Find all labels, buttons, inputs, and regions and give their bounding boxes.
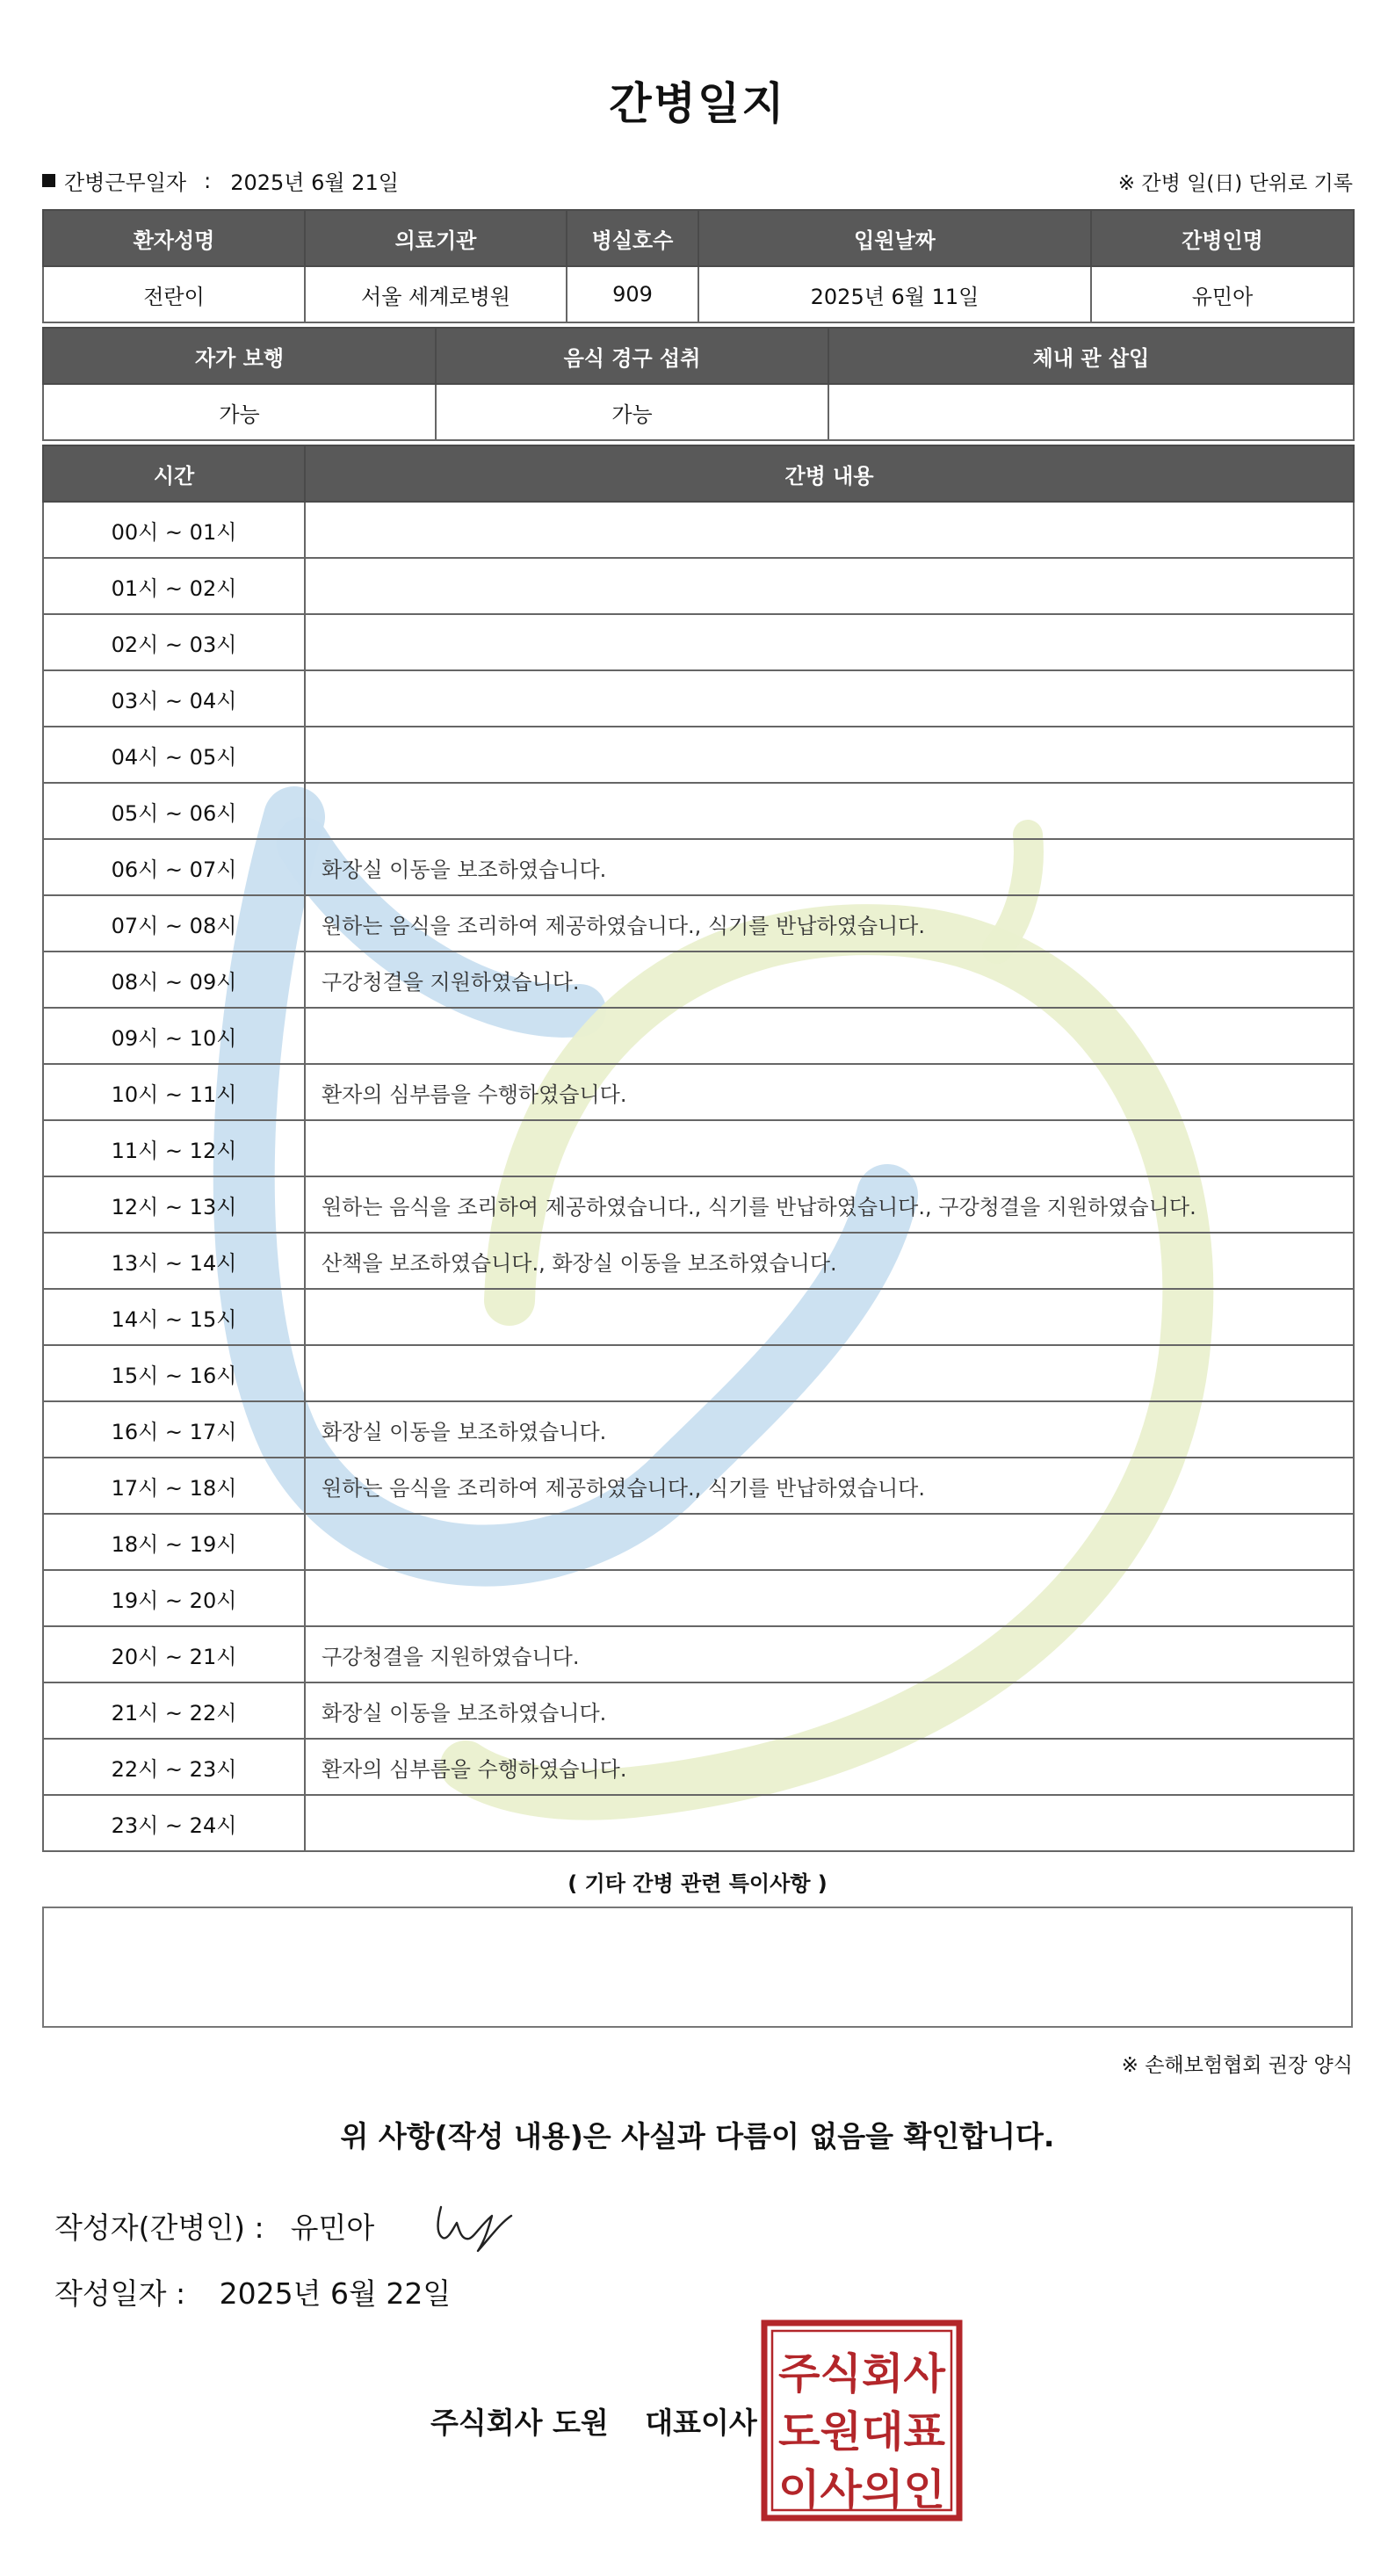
header-caregiver-name: 간병인명	[1091, 210, 1354, 266]
author-label: 작성자(간병인) :	[54, 2211, 264, 2245]
care-log-content	[305, 783, 1354, 839]
care-log-time: 23시 ~ 24시	[43, 1795, 305, 1851]
header-medical-institution: 의료기관	[305, 210, 567, 266]
value-tube-insertion	[828, 384, 1354, 440]
care-log-row	[43, 1570, 1354, 1626]
care-log-time: 16시 ~ 17시	[43, 1401, 305, 1458]
value-room-number: 909	[567, 266, 698, 322]
header-room-number: 병실호수	[567, 210, 698, 266]
care-log-content: 환자의 심부름을 수행하였습니다.	[305, 1739, 1354, 1795]
care-log-time: 09시 ~ 10시	[43, 1008, 305, 1064]
care-log-row	[43, 1514, 1354, 1570]
care-log-time: 02시 ~ 03시	[43, 614, 305, 670]
care-log-row	[43, 1176, 1354, 1233]
care-log-content: 구강청결을 지원하였습니다.	[305, 1626, 1354, 1682]
care-log-row	[43, 1401, 1354, 1458]
care-log-content	[305, 727, 1354, 783]
care-log-time: 15시 ~ 16시	[43, 1345, 305, 1401]
care-log-content	[305, 670, 1354, 727]
care-log-content: 화장실 이동을 보조하였습니다.	[305, 1401, 1354, 1458]
recommend-form-note: ※ 손해보험협회 권장 양식	[1121, 2054, 1353, 2077]
care-log-time: 13시 ~ 14시	[43, 1233, 305, 1289]
care-log-content: 원하는 음식을 조리하여 제공하였습니다., 식기를 반납하였습니다.	[305, 1458, 1354, 1514]
care-log-content	[305, 1795, 1354, 1851]
care-log-time: 00시 ~ 01시	[43, 502, 305, 558]
care-log-content	[305, 614, 1354, 670]
seal-text-row: 주식회사	[778, 2349, 946, 2399]
company-seal-stamp	[761, 2319, 963, 2522]
care-log-content: 원하는 음식을 조리하여 제공하였습니다., 식기를 반납하였습니다.	[305, 895, 1354, 952]
care-log-time: 17시 ~ 18시	[43, 1458, 305, 1514]
care-log-row	[43, 502, 1354, 558]
header-care-content: 간병 내용	[305, 445, 1354, 502]
status-value-row	[43, 384, 1354, 440]
value-caregiver-name: 유민아	[1091, 266, 1354, 322]
author-name: 유민아	[290, 2211, 375, 2245]
care-log-row	[43, 1682, 1354, 1739]
care-log-content: 산책을 보조하였습니다., 화장실 이동을 보조하였습니다.	[305, 1233, 1354, 1289]
care-log-content	[305, 1514, 1354, 1570]
care-log-content: 화장실 이동을 보조하였습니다.	[305, 1682, 1354, 1739]
care-log-row	[43, 614, 1354, 670]
care-log-table	[42, 445, 1355, 1852]
work-date-separator: :	[204, 168, 212, 193]
care-log-row	[43, 727, 1354, 783]
company-line	[430, 2400, 757, 2442]
care-log-time: 03시 ~ 04시	[43, 670, 305, 727]
care-log-row	[43, 1345, 1354, 1401]
value-walking: 가능	[43, 384, 436, 440]
header-walking: 자가 보행	[43, 328, 436, 384]
representative-title: 대표이사	[645, 2406, 757, 2440]
care-log-row	[43, 1739, 1354, 1795]
care-log-time: 12시 ~ 13시	[43, 1176, 305, 1233]
care-log-row	[43, 839, 1354, 895]
patient-status-table	[42, 327, 1355, 441]
care-log-header-row	[43, 445, 1354, 502]
header-patient-name: 환자성명	[43, 210, 305, 266]
care-log-row	[43, 1064, 1354, 1120]
status-header-row	[43, 328, 1354, 384]
document-title: 간병일지	[609, 78, 786, 129]
confirmation-statement: 위 사항(작성 내용)은 사실과 다름이 없음을 확인합니다.	[340, 2119, 1055, 2153]
care-log-time: 07시 ~ 08시	[43, 895, 305, 952]
seal-text-row: 이사의인	[778, 2465, 945, 2514]
care-log-row	[43, 1795, 1354, 1851]
care-log-content: 환자의 심부름을 수행하였습니다.	[305, 1064, 1354, 1120]
written-date-label: 작성일자 :	[54, 2276, 186, 2311]
care-log-row	[43, 1233, 1354, 1289]
header-time: 시간	[43, 445, 305, 502]
written-date-line	[54, 2271, 451, 2312]
care-log-content	[305, 1289, 1354, 1345]
care-log-time: 20시 ~ 21시	[43, 1626, 305, 1682]
care-log-time: 08시 ~ 09시	[43, 952, 305, 1008]
care-log-row	[43, 1120, 1354, 1176]
value-medical-institution: 서울 세계로병원	[305, 266, 567, 322]
care-log-row	[43, 1289, 1354, 1345]
care-log-time: 05시 ~ 06시	[43, 783, 305, 839]
square-bullet-icon	[42, 174, 55, 187]
care-log-time: 10시 ~ 11시	[43, 1064, 305, 1120]
daily-record-note: ※ 간병 일(日) 단위로 기록	[1117, 172, 1353, 195]
header-oral-intake: 음식 경구 섭취	[436, 328, 828, 384]
care-log-content: 원하는 음식을 조리하여 제공하였습니다., 식기를 반납하였습니다., 구강청결을 지원하였습니다.	[305, 1176, 1354, 1233]
patient-info-table	[42, 209, 1355, 323]
patient-info-header-row	[43, 210, 1354, 266]
written-date-value: 2025년 6월 22일	[219, 2276, 452, 2311]
care-log-row	[43, 670, 1354, 727]
care-log-time: 14시 ~ 15시	[43, 1289, 305, 1345]
care-log-row	[43, 558, 1354, 614]
care-log-content	[305, 1345, 1354, 1401]
work-date-value: 2025년 6월 21일	[230, 170, 399, 195]
value-admission-date: 2025년 6월 11일	[698, 266, 1091, 322]
author-line	[54, 2205, 374, 2247]
care-log-row	[43, 1458, 1354, 1514]
header-tube-insertion: 체내 관 삽입	[828, 328, 1354, 384]
work-date-line	[42, 165, 399, 196]
care-log-content: 화장실 이동을 보조하였습니다.	[305, 839, 1354, 895]
care-log-time: 06시 ~ 07시	[43, 839, 305, 895]
care-log-content	[305, 1570, 1354, 1626]
care-log-content	[305, 502, 1354, 558]
remarks-box	[42, 1907, 1353, 2028]
patient-info-value-row	[43, 266, 1354, 322]
care-log-row	[43, 952, 1354, 1008]
care-log-time: 01시 ~ 02시	[43, 558, 305, 614]
care-log-time: 11시 ~ 12시	[43, 1120, 305, 1176]
care-log-time: 18시 ~ 19시	[43, 1514, 305, 1570]
remarks-title: ( 기타 간병 관련 특이사항 )	[567, 1871, 828, 1896]
care-log-content	[305, 1120, 1354, 1176]
care-log-content	[305, 558, 1354, 614]
care-log-time: 21시 ~ 22시	[43, 1682, 305, 1739]
author-signature	[430, 2189, 527, 2260]
work-date-label: 간병근무일자	[64, 170, 187, 195]
value-oral-intake: 가능	[436, 384, 828, 440]
seal-text-row: 도원대표	[778, 2407, 946, 2457]
care-log-row	[43, 783, 1354, 839]
care-log-row	[43, 895, 1354, 952]
care-log-row	[43, 1008, 1354, 1064]
care-log-time: 22시 ~ 23시	[43, 1739, 305, 1795]
value-patient-name: 전란이	[43, 266, 305, 322]
care-log-time: 04시 ~ 05시	[43, 727, 305, 783]
company-name: 주식회사 도원	[430, 2406, 609, 2440]
header-admission-date: 입원날짜	[698, 210, 1091, 266]
care-log-content: 구강청결을 지원하였습니다.	[305, 952, 1354, 1008]
care-log-time: 19시 ~ 20시	[43, 1570, 305, 1626]
care-log-content	[305, 1008, 1354, 1064]
care-log-row	[43, 1626, 1354, 1682]
